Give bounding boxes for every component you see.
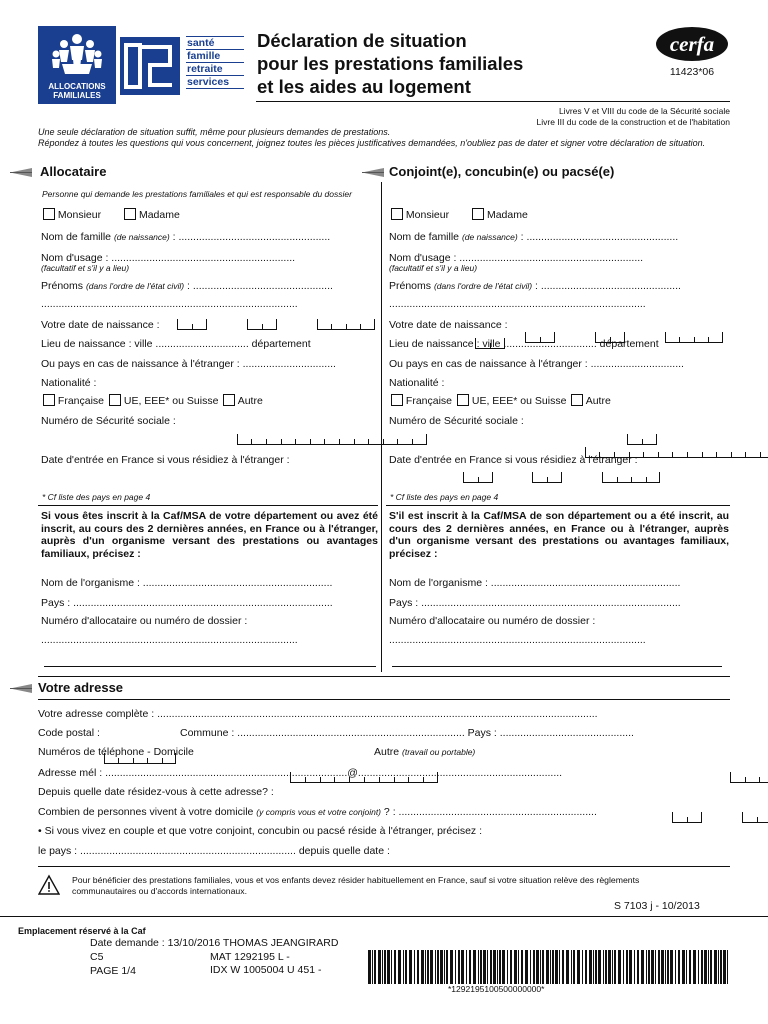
tel-autre-text: Autre	[374, 746, 400, 758]
section-arrow-icon	[362, 168, 384, 177]
conjoint-lieu-naissance-field[interactable]: Lieu de naissance : ville ................................ département	[389, 338, 659, 350]
num-allocataire-field[interactable]: ........................................................................................	[41, 634, 298, 646]
conjoint-pays-etranger-field[interactable]: Ou pays en cas de naissance à l'étranger : ................................	[389, 358, 684, 370]
date-entree-day[interactable]	[463, 472, 493, 483]
conjoint-prenoms-note: (dans l'ordre de l'état civil)	[433, 281, 533, 291]
reserve-caf-label: Emplacement réservé à la Caf	[18, 926, 146, 936]
legal-ref-2: Livre III du code de la construction et de l'habitation	[536, 116, 730, 127]
pays-etranger-field[interactable]: Ou pays en cas de naissance à l'étranger : ................................	[41, 358, 336, 370]
conjoint-nom-usage-note: (facultatif et s'il y a lieu)	[389, 263, 478, 273]
adresse-end-rule	[38, 866, 730, 867]
conjoint-date-naissance-year[interactable]	[665, 332, 723, 343]
autre-checkbox[interactable]	[223, 394, 235, 406]
allocataire-subtitle: Personne qui demande les prestations familiales et qui est responsable du dossier	[42, 189, 352, 199]
page-title	[257, 29, 523, 98]
msa-line-retraite: retraite	[186, 62, 244, 75]
intro-text	[38, 127, 738, 149]
conjoint-nss-label: Numéro de Sécurité sociale :	[389, 415, 524, 427]
date-entree-year[interactable]	[602, 472, 660, 483]
title-line-2: pour les prestations familiales	[257, 53, 524, 74]
conjoint-autre-checkbox[interactable]	[571, 394, 583, 406]
cerfa-number: 11423*06	[669, 66, 715, 78]
allocataire-organisme-para: Si vous êtes inscrit à la Caf/MSA de votre département ou avez été inscrit, au cours des 2 dernières années, en France ou à l'étranger, auprès d'un organisme versant des prestations ou avantages familiaux, précisez :	[41, 510, 378, 560]
organisme-field[interactable]: Nom de l'organisme : .................................................................	[41, 577, 333, 589]
adresse-heading-rule	[38, 699, 730, 700]
conjoint-prenoms-dots: : ................................................	[532, 280, 681, 292]
caf-logo-text-1: ALLOCATIONS	[48, 82, 106, 91]
msa-line-famille: famille	[186, 49, 244, 62]
prenoms-field[interactable]	[41, 280, 333, 292]
commune-pays-field[interactable]: Commune : .............................................................................. Pays : ..............................................	[180, 727, 634, 739]
conjoint-date-naissance-label: Votre date de naissance :	[389, 319, 508, 331]
tel-autre-note: (travail ou portable)	[402, 747, 476, 757]
couple-pays-field[interactable]: le pays : .......................................................................... depuis quelle date :	[38, 845, 390, 857]
couple-etranger-label: • Si vous vivez en couple et que votre conjoint, concubin ou pacsé réside à l'étranger, précisez :	[38, 825, 483, 837]
date-demande: Date demande : 13/10/2016 THOMAS JEANGIRARD	[90, 937, 339, 949]
title-line-3: et les aides au logement	[257, 76, 471, 97]
caf-logo-text-2: FAMILIALES	[53, 91, 101, 100]
allocataire-heading: Allocataire	[40, 164, 107, 179]
date-naissance-month[interactable]	[247, 319, 277, 330]
adresse-top-rule	[38, 676, 730, 677]
conjoint-ue-label: UE, EEE* ou Suisse	[471, 395, 567, 407]
conjoint-para-rule	[386, 505, 730, 506]
nss-key-field[interactable]	[627, 434, 657, 445]
idx-code: IDX W 1005004 U 451 -	[210, 964, 322, 976]
adresse-heading: Votre adresse	[38, 680, 124, 695]
cerfa-logo-text: cerfa	[669, 32, 715, 56]
family-figures-icon	[48, 32, 106, 78]
cf-liste-note: * Cf liste des pays en page 4	[42, 492, 151, 502]
conjoint-nationalite-label: Nationalité :	[389, 377, 445, 389]
barcode	[368, 950, 730, 984]
monsieur-label: Monsieur	[57, 209, 102, 221]
conjoint-autre-label: Autre	[585, 395, 611, 407]
lieu-naissance-field[interactable]: Lieu de naissance : ville ................................ département	[41, 338, 311, 350]
combien-dots: ? : ....................................................................	[381, 806, 597, 818]
warning-line-2: communautaires ou d'accords internationaux.	[72, 886, 248, 896]
column-divider	[381, 182, 382, 672]
msa-line-services: services	[186, 75, 244, 89]
tel-autre-field[interactable]	[730, 772, 768, 783]
page-number: PAGE 1/4	[90, 965, 136, 977]
tel-autre-label	[374, 746, 475, 758]
title-line-1: Déclaration de situation	[257, 30, 467, 51]
conjoint-cf-liste-note: * Cf liste des pays en page 4	[390, 492, 499, 502]
depuis-day[interactable]	[672, 812, 702, 823]
conjoint-organisme-field[interactable]: Nom de l'organisme : .................................................................	[389, 577, 681, 589]
warning-text	[72, 875, 732, 897]
francaise-label: Française	[57, 395, 105, 407]
intro-line-1: Une seule déclaration de situation suffit, même pour plusieurs demandes de prestations.	[38, 127, 391, 137]
date-entree-label: Date d'entrée en France si vous résidiez à l'étranger :	[41, 454, 290, 466]
date-naissance-year[interactable]	[317, 319, 375, 330]
adresse-complete-field[interactable]: Votre adresse complète : .......................................................................................................................................................	[38, 708, 598, 720]
conjoint-madame-checkbox[interactable]	[472, 208, 484, 220]
nom-famille-dots: : ....................................................	[169, 231, 331, 243]
pays-field[interactable]: Pays : .........................................................................................	[41, 597, 333, 609]
msa-logo	[120, 37, 180, 95]
nom-famille-note: (de naissance)	[113, 232, 170, 242]
francaise-checkbox[interactable]	[43, 394, 55, 406]
intro-line-2: Répondez à toutes les questions qui vous concernent, joignez toutes les pièces justificatives demandées, n'oubliez pas de dater et signer votre déclaration de situation.	[38, 138, 706, 148]
ue-checkbox[interactable]	[109, 394, 121, 406]
tel-domicile-label: Numéros de téléphone - Domicile	[38, 746, 194, 758]
conjoint-nom-famille-label: Nom de famille	[389, 231, 460, 243]
combien-personnes-field[interactable]	[38, 806, 597, 818]
prenoms-label: Prénoms	[41, 280, 84, 292]
section-arrow-icon	[10, 684, 32, 693]
prenoms-dots: : ................................................	[184, 280, 333, 292]
adresse-mel-field[interactable]: Adresse mél : ...................................................................................@......................................................................	[38, 767, 563, 779]
nom-famille-label: Nom de famille	[41, 231, 112, 243]
depuis-month[interactable]	[742, 812, 768, 823]
conjoint-pays-field[interactable]: Pays : .........................................................................................	[389, 597, 681, 609]
madame-checkbox[interactable]	[124, 208, 136, 220]
barcode-text: *1292195100500000000*	[448, 984, 545, 994]
prenoms-continuation[interactable]: ........................................................................................	[41, 298, 298, 310]
conjoint-prenoms-continuation[interactable]: ........................................................................................	[389, 298, 646, 310]
conjoint-heading: Conjoint(e), concubin(e) ou pacsé(e)	[389, 164, 615, 179]
date-entree-month[interactable]	[532, 472, 562, 483]
conjoint-francaise-label: Française	[405, 395, 453, 407]
num-allocataire-label: Numéro d'allocataire ou numéro de dossier :	[41, 615, 248, 627]
allocataire-end-rule	[44, 666, 376, 667]
footer-rule	[0, 916, 768, 917]
combien-label: Combien de personnes vivent à votre domicile	[38, 806, 254, 818]
warning-line-1: Pour bénéficier des prestations familiales, vous et vos enfants devez résider habituellement en France, sauf si votre situation relève des règlements	[72, 875, 640, 885]
conjoint-prenoms-field[interactable]	[389, 280, 681, 292]
conjoint-prenoms-label: Prénoms	[389, 280, 432, 292]
conjoint-nom-famille-note: (de naissance)	[461, 232, 518, 242]
monsieur-checkbox[interactable]	[43, 208, 55, 220]
cerfa-logo	[655, 24, 729, 64]
conjoint-nom-famille-field[interactable]	[389, 231, 678, 243]
c5-code: C5	[90, 951, 104, 963]
section-arrow-icon	[10, 168, 32, 177]
legal-refs	[537, 106, 730, 127]
mat-code: MAT 1292195 L -	[210, 951, 290, 963]
code-postal-label: Code postal :	[38, 727, 100, 739]
allocataire-para-rule	[38, 505, 378, 506]
nom-usage-field[interactable]: Nom d'usage : ...............................................................	[41, 252, 296, 264]
nss-field[interactable]	[237, 434, 427, 445]
conjoint-madame-label: Madame	[486, 209, 528, 221]
conjoint-ue-checkbox[interactable]	[457, 394, 469, 406]
nationalite-label: Nationalité :	[41, 377, 97, 389]
ue-label: UE, EEE* ou Suisse	[123, 395, 219, 407]
caf-logo	[38, 26, 116, 104]
conjoint-monsieur-label: Monsieur	[405, 209, 450, 221]
conjoint-date-entree-label: Date d'entrée en France si vous résidiez à l'étranger :	[389, 454, 638, 466]
msa-mark-icon	[120, 37, 180, 95]
conjoint-nom-famille-dots: : ....................................................	[517, 231, 679, 243]
nom-usage-note: (facultatif et s'il y a lieu)	[41, 263, 130, 273]
msa-line-sante: santé	[186, 36, 244, 49]
conjoint-organisme-para: S'il est inscrit à la Caf/MSA de son département ou a été inscrit, au cours des 2 dernières années, en France ou à l'étranger, auprès d'un organisme versant des prestations ou avantages familiaux, précisez :	[389, 510, 729, 560]
legal-ref-1: Livres V et VIII du code de la Sécurité sociale	[558, 106, 730, 116]
autre-label: Autre	[237, 395, 263, 407]
msa-tagline	[186, 36, 244, 89]
conjoint-end-rule	[392, 666, 722, 667]
warning-icon	[38, 874, 60, 896]
date-naissance-day[interactable]	[177, 319, 207, 330]
conjoint-nom-usage-field[interactable]: Nom d'usage : ...............................................................	[389, 252, 644, 264]
header-rule	[256, 101, 730, 102]
depuis-date-label: Depuis quelle date résidez-vous à cette adresse? :	[38, 786, 274, 798]
conjoint-num-allocataire-field[interactable]: ........................................................................................	[389, 634, 646, 646]
conjoint-monsieur-checkbox[interactable]	[391, 208, 403, 220]
combien-note: (y compris vous et votre conjoint)	[256, 807, 382, 817]
form-reference: S 7103 j - 10/2013	[614, 900, 700, 912]
conjoint-num-allocataire-label: Numéro d'allocataire ou numéro de dossier :	[389, 615, 596, 627]
prenoms-note: (dans l'ordre de l'état civil)	[85, 281, 185, 291]
nss-label: Numéro de Sécurité sociale :	[41, 415, 176, 427]
madame-label: Madame	[138, 209, 180, 221]
date-naissance-label: Votre date de naissance :	[41, 319, 160, 331]
nom-famille-field[interactable]	[41, 231, 330, 243]
conjoint-francaise-checkbox[interactable]	[391, 394, 403, 406]
